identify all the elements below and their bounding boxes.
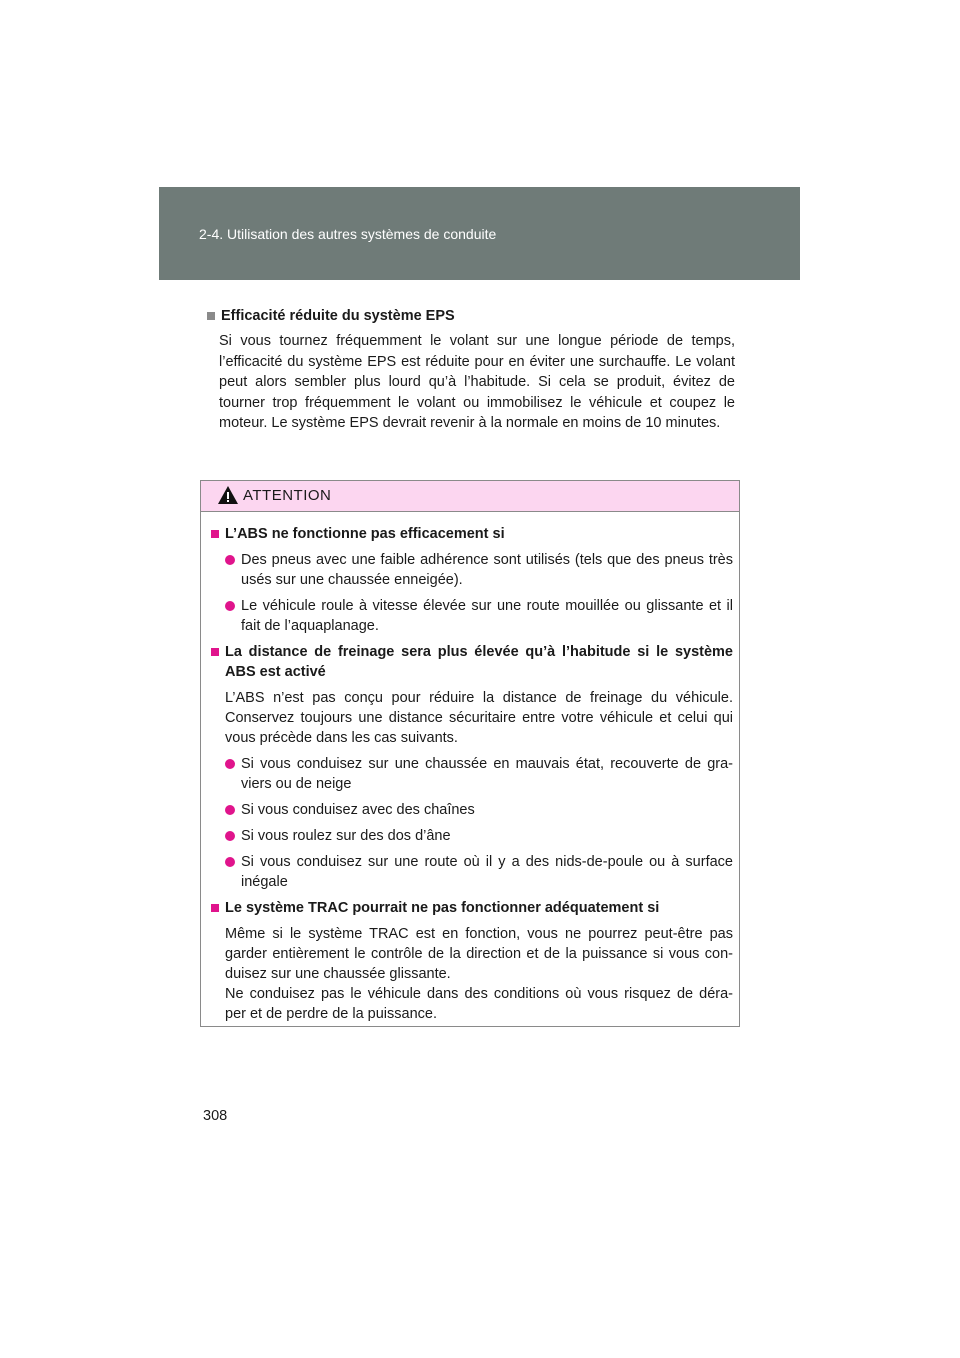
eps-section [207, 306, 735, 434]
list-item: Si vous roulez sur des dos d’âne [211, 826, 733, 846]
attention-paragraph: Même si le système TRAC est en fonction, vous ne pourrez peut-être pas garder entièrement le contrôle de la direction et de la puissance si vous con- duisez sur une chaussée glissante. [225, 926, 733, 982]
list-item: Si vous conduisez sur une route où il y a des nids-de-poule ou à surface inégale [211, 852, 733, 892]
section-heading [207, 306, 735, 326]
round-bullet-icon [225, 759, 235, 769]
round-bullet-icon [225, 857, 235, 867]
warning-triangle-icon [217, 485, 239, 505]
attention-heading: L’ABS ne fonctionne pas efficacement si [211, 524, 733, 544]
section-body: Si vous tournez fréquemment le volant sur une longue période de temps, l’efficacité du système EPS est réduite pour en éviter une surchauffe. Le volant peut alors sembler plus lourd qu’à l’habitude. Si cela se produit, évitez de tourner trop fréquemment le volant ou immobilisez le véhicule et coupez le moteur. Le système EPS devrait revenir à la normale en moins de 10 minutes. [219, 333, 735, 431]
round-bullet-icon [225, 805, 235, 815]
square-bullet-icon [207, 312, 215, 320]
attention-heading: Le système TRAC pourrait ne pas fonctionner adéquatement si [211, 898, 733, 918]
attention-paragraph: Ne conduisez pas le véhicule dans des conditions où vous risquez de déra- per et de perdre de la puissance. [225, 986, 733, 1022]
page-number: 308 [203, 1108, 228, 1124]
chapter-header-band [159, 187, 800, 280]
round-bullet-icon [225, 601, 235, 611]
attention-paragraph: L’ABS n’est pas conçu pour réduire la distance de freinage du véhicule. Conservez toujours une distance sécuritaire entre votre véhicule et celui qui vous précède dans les cas suivants. [225, 690, 733, 746]
list-item: Si vous conduisez avec des chaînes [211, 800, 733, 820]
square-bullet-icon [211, 530, 219, 538]
attention-heading: La distance de freinage sera plus élevée qu’à l’habitude si le système ABS est activé [211, 642, 733, 682]
list-item: Le véhicule roule à vitesse élevée sur une route mouillée ou glissante et il fait de l’aquaplanage. [211, 596, 733, 636]
attention-body [201, 512, 739, 1024]
attention-header [201, 481, 739, 512]
section-heading-text: Efficacité réduite du système EPS [221, 308, 455, 324]
square-bullet-icon [211, 904, 219, 912]
round-bullet-icon [225, 555, 235, 565]
list-item: Si vous conduisez sur une chaussée en mauvais état, recouverte de gra- viers ou de neige [211, 754, 733, 794]
round-bullet-icon [225, 831, 235, 841]
chapter-title: 2-4. Utilisation des autres systèmes de conduite [199, 226, 497, 242]
attention-title: ATTENTION [243, 487, 332, 504]
list-item: Des pneus avec une faible adhérence sont utilisés (tels que des pneus très usés sur une chaussée enneigée). [211, 550, 733, 590]
square-bullet-icon [211, 648, 219, 656]
attention-box [200, 480, 740, 1027]
